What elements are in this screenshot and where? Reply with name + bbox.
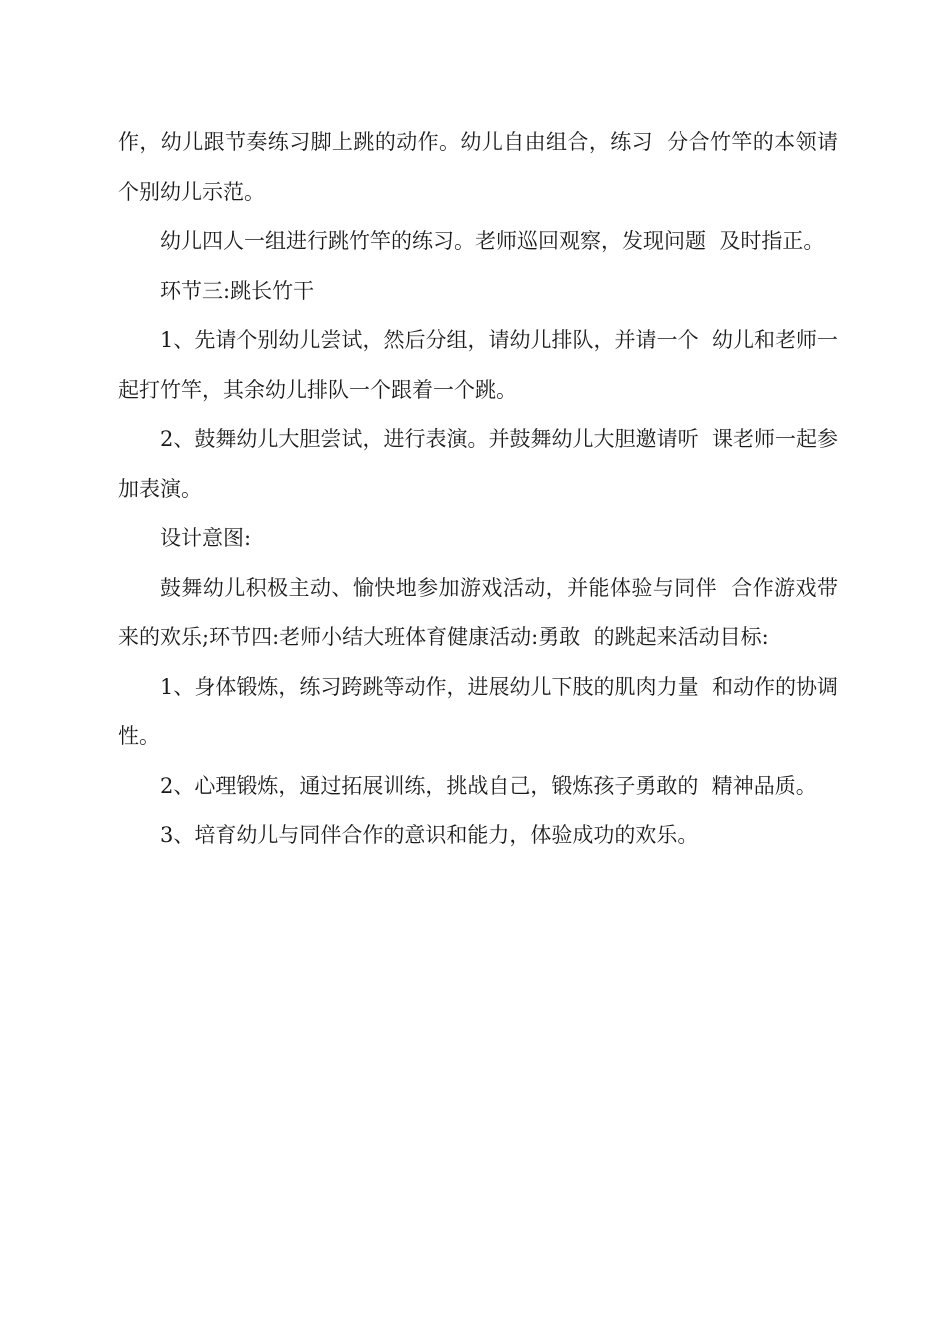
list-item-2: 2、鼓舞幼儿大胆尝试，进行表演。并鼓舞幼儿大胆邀请听 课老师一起参加表演。 [118,427,838,501]
paragraph-continued: 作，幼儿跟节奏练习脚上跳的动作。幼儿自由组合，练习 分合竹竿的本领请个别幼儿示范。 [118,130,838,204]
document-body [118,118,838,861]
paragraph-group-practice: 幼儿四人一组进行跳竹竿的练习。老师巡回观察，发现问题 及时指正。 [160,229,825,253]
paragraph-design-intent: 鼓舞幼儿积极主动、愉快地参加游戏活动，并能体验与同伴 合作游戏带来的欢乐;环节四:老师小结大班体育健康活动:勇敢 的跳起来活动目标: [118,575,838,649]
goal-item-1: 1、身体锻炼，练习跨跳等动作，进展幼儿下肢的肌肉力量 和动作的协调性。 [118,674,838,748]
list-item-1: 1、先请个别幼儿尝试，然后分组，请幼儿排队，并请一个 幼儿和老师一起打竹竿，其余幼儿排队一个跟着一个跳。 [118,328,838,402]
section-heading-step-three: 环节三:跳长竹干 [160,278,315,303]
goal-item-2: 2、心理锻炼，通过拓展训练，挑战自己，锻炼孩子勇敢的 精神品质。 [160,773,817,798]
goal-item-3: 3、培育幼儿与同伴合作的意识和能力，体验成功的欢乐。 [160,823,699,847]
section-heading-design-intent: 设计意图: [160,526,252,550]
